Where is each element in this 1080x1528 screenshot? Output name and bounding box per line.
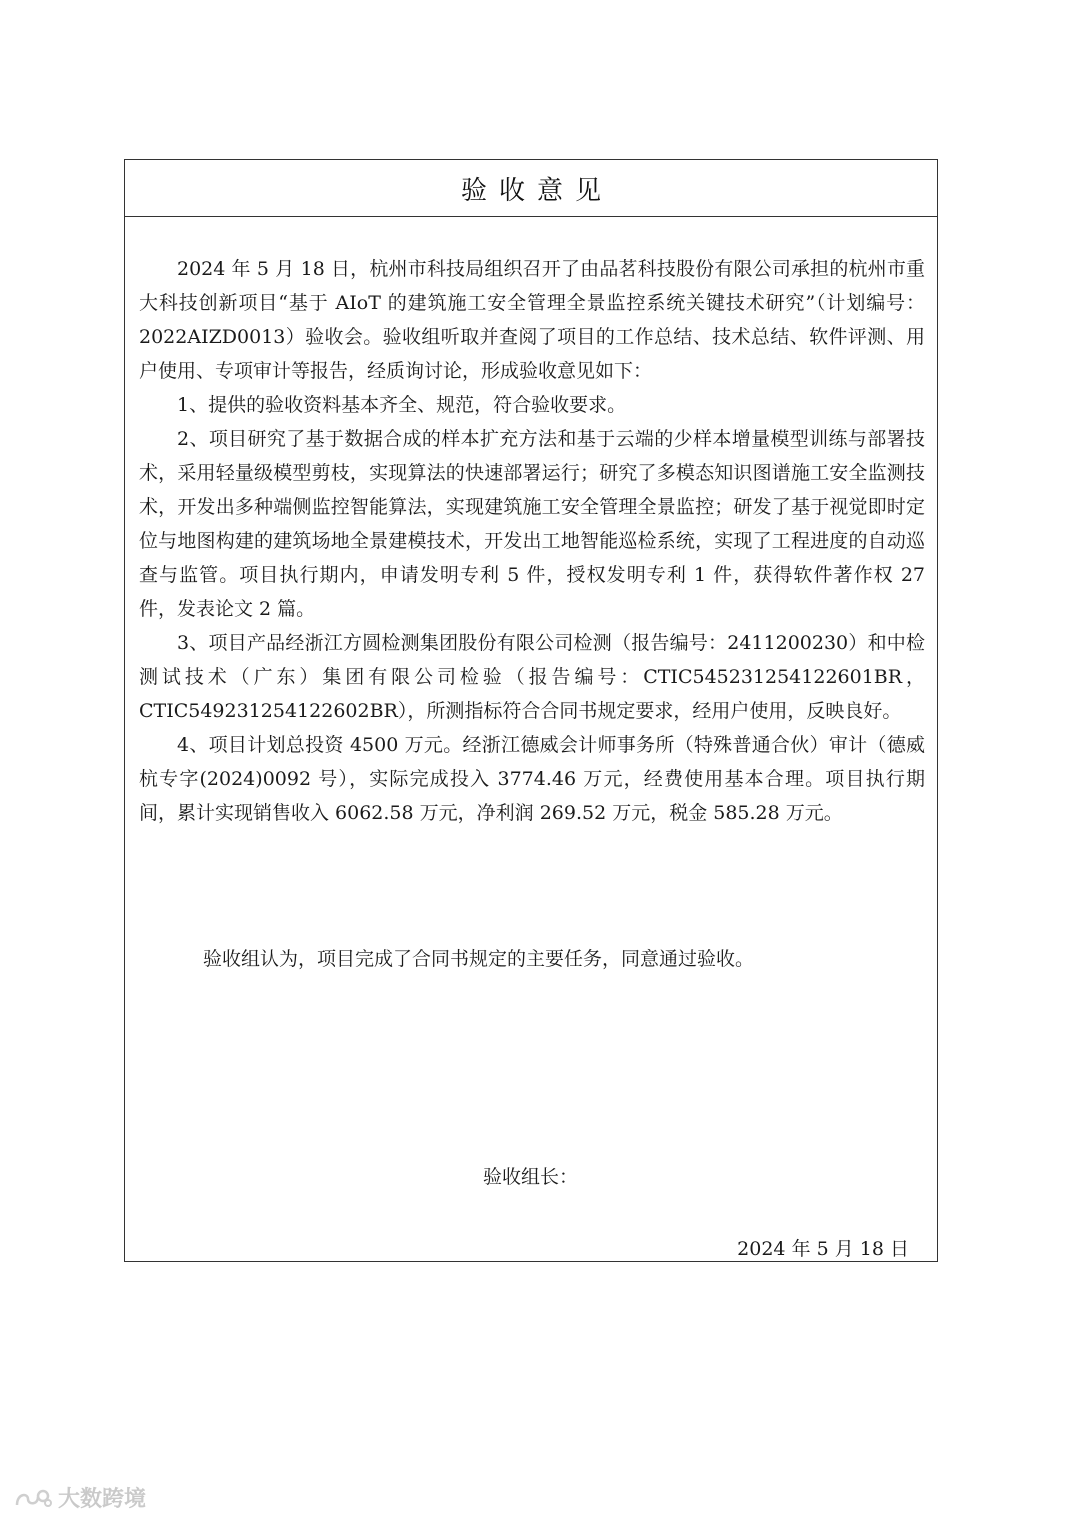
sign-date: 2024 年 5 月 18 日 [737,1238,909,1260]
opinion-item-4: 4、项目计划总投资 4500 万元。经浙江德威会计师事务所（特殊普通合伙）审计（德威杭专字(2024)0092 号），实际完成投入 3774.46 万元，经费使用基本合理。项目执行期间，累计实现销售收入 6062.58 万元，净利润 269.52 万元，税金 585.28 万元。 [139,734,925,824]
acceptance-opinion-form [124,159,938,1262]
page-title: 验收意见 [460,175,613,206]
opinion-item-1: 1、提供的验收资料基本齐全、规范，符合验收要求。 [177,394,627,416]
conclusion-text: 验收组认为，项目完成了合同书规定的主要任务，同意通过验收。 [203,948,755,970]
watermark-text: 大数跨境 [58,1487,147,1512]
opinion-item-2: 2、项目研究了基于数据合成的样本扩充方法和基于云端的少样本增量模型训练与部署技术，采用轻量级模型剪枝，实现算法的快速部署运行；研究了多模态知识图谱施工安全监测技术，开发出多种端侧监控智能算法，实现建筑施工安全管理全景监控；研发了基于视觉即时定位与地图构建的建筑场地全景建模技术，开发出工地智能巡检系统，实现了工程进度的自动巡查与监管。项目执行期内，申请发明专利 5 件，授权发明专利 1 件，获得软件著作权 27 件，发表论文 2 篇。 [139,428,925,620]
form-header [125,160,937,217]
intro-paragraph: 2024 年 5 月 18 日，杭州市科技局组织召开了由品茗科技股份有限公司承担的杭州市重大科技创新项目“基于 AIoT 的建筑施工安全管理全景监控系统关键技术研究”（计划编号：2022AIZD0013）验收会。验收组听取并查阅了项目的工作总结、技术总结、软件评测、用户使用、专项审计等报告，经质询讨论，形成验收意见如下： [139,258,925,382]
watermark-logo-icon [14,1487,52,1509]
opinion-body [139,252,925,830]
signature-label: 验收组长： [483,1166,579,1188]
opinion-item-3: 3、项目产品经浙江方圆检测集团股份有限公司检测（报告编号：2411200230）和中检测试技术（广东）集团有限公司检验（报告编号：CTIC545231254122601BR，CTIC549231254122602BR），所测指标符合合同书规定要求，经用户使用，反映良好。 [139,632,925,722]
watermark [14,1482,146,1513]
